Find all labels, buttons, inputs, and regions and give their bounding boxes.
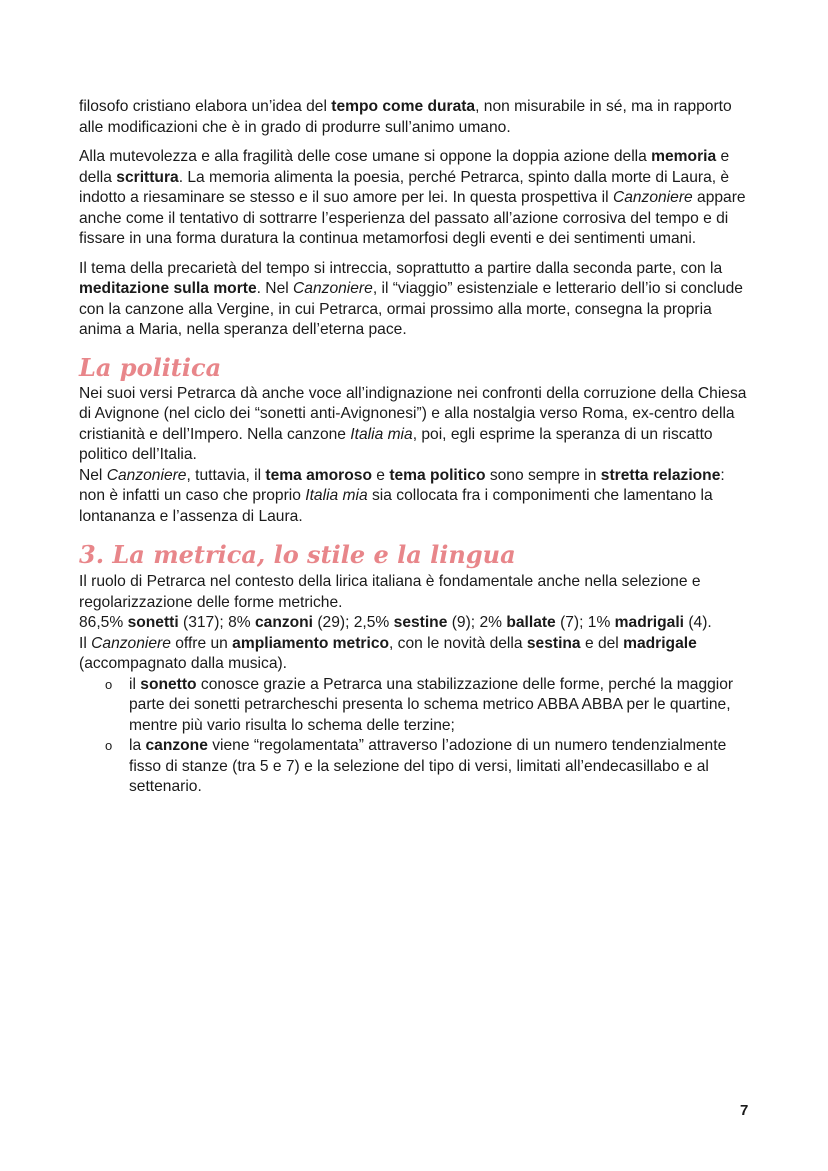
- paragraph-metrica-statistiche: 86,5% sonetti (317); 8% canzoni (29); 2,5% sestine (9); 2% ballate (7); 1% madrigali (4).: [79, 614, 712, 631]
- metrica-bullet-list: [79, 675, 751, 798]
- bullet-icon: o: [105, 738, 113, 753]
- paragraph-metrica-ampliamento: Il Canzoniere offre un ampliamento metrico, con le novità della sestina e del madrigale (accompagnato dalla musica).: [79, 634, 697, 672]
- paragraph-metrica-ruolo: Il ruolo di Petrarca nel contesto della lirica italiana è fondamentale anche nella selezione e regolarizzazione delle forme metriche.: [79, 573, 701, 611]
- paragraph-politica-relazione: Nel Canzoniere, tuttavia, il tema amoroso e tema politico sono sempre in stretta relazione: non è infatti un caso che proprio Italia mia sia collocata fra i componimenti che lamentano la lontananza e l’assenza di Laura.: [79, 466, 725, 525]
- list-item-sonetto: o il sonetto conosce grazie a Petrarca una stabilizzazione delle forme, perché la maggior parte dei sonetti petrarcheschi presenta lo schema metrico ABBA ABBA per le quartine, mentre più vario risulta lo schema delle terzine;: [105, 675, 734, 734]
- bullet-icon: o: [105, 676, 113, 692]
- section-heading-politica: La politica: [79, 352, 222, 382]
- page-content: [79, 97, 751, 798]
- list-item-canzone: o la canzone viene “regolamentata” attraverso l’adozione di un numero tendenzialmente fisso di stanze (tra 5 e 7) e la selezione del tipo di versi, limitati all’endecasillabo e al settenario.: [105, 737, 727, 795]
- paragraph-memoria-scrittura: Alla mutevolezza e alla fragilità delle cose umane si oppone la doppia azione della memoria e della scrittura. La memoria alimenta la poesia, perché Petrarca, spinto dalla morte di Laura, è indotto a riesaminare se stesso e il suo amore per lei. In questa prospettiva il Canzoniere appare anche come il tentativo di sottrarre l’esperienza del passato all’azione corrosiva del tempo e di fissare in una forma duratura la continua metamorfosi degli eventi e dei sentimenti umani.: [79, 148, 746, 247]
- page-number: 7: [740, 1102, 749, 1119]
- section-heading-metrica: 3. La metrica, lo stile e la lingua: [79, 540, 516, 569]
- paragraph-meditazione-morte: Il tema della precarietà del tempo si intreccia, soprattutto a partire dalla seconda parte, con la meditazione sulla morte. Nel Canzoniere, il “viaggio” esistenziale e letterario dell’io si conclude con la canzone alla Vergine, in cui Petrarca, ormai prossimo alla morte, consegna la propria anima a Maria, nella speranza dell’eterna pace.: [79, 259, 743, 338]
- paragraph-politica-indignazione: Nei suoi versi Petrarca dà anche voce all’indignazione nei confronti della corruzione della Chiesa di Avignone (nel ciclo dei “sonetti anti-Avignonesi”) e alla nostalgia verso Roma, ex-centro della cristianità e dell’Impero. Nella canzone Italia mia, poi, egli esprime la speranza di un riscatto politico dell’Italia.: [79, 384, 747, 463]
- paragraph-tempo-durata: filosofo cristiano elabora un’idea del tempo come durata, non misurabile in sé, ma in rapporto alle modificazioni che è in grado di produrre sull’animo umano.: [79, 98, 732, 136]
